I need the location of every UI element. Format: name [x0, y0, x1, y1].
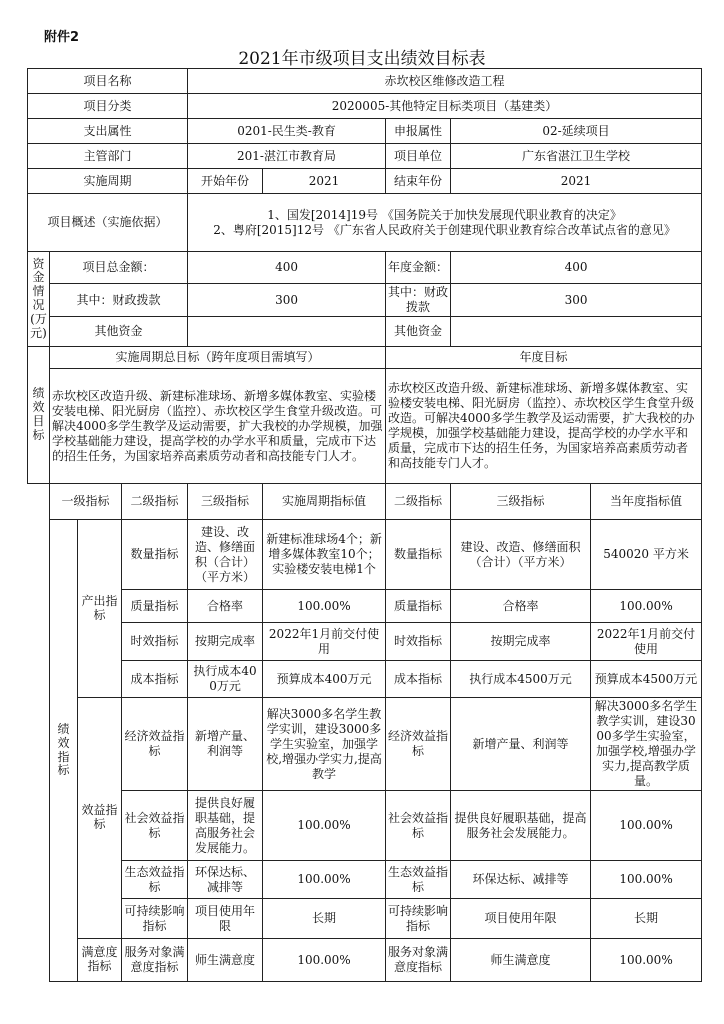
- unit-value: 广东省湛江卫生学校: [451, 144, 702, 169]
- row-period-value: 预算成本400万元: [263, 661, 386, 698]
- row-annual-value: 2022年1月前交付使用: [591, 623, 702, 661]
- category-label: 项目分类: [28, 94, 188, 119]
- funds-total-label: 项目总金额：: [50, 252, 188, 284]
- indicators-gap: [28, 484, 50, 982]
- annual-goal-header: 年度目标: [386, 347, 702, 369]
- row-level2b: 成本指标: [386, 661, 451, 698]
- funds-fiscal-label: 其中：财政拨款: [50, 284, 188, 317]
- row-period-value: 100.00%: [263, 861, 386, 899]
- row-level2: 生态效益指标: [122, 861, 188, 899]
- funds-annual-value: 400: [451, 252, 702, 284]
- row-level2: 经济效益指标: [122, 698, 188, 791]
- apply-attr-value: 02-延续项目: [451, 119, 702, 144]
- row-period-value: 长期: [263, 899, 386, 939]
- overview-label: 项目概述（实施依据）: [28, 194, 188, 252]
- attachment-label: 附件2: [44, 30, 80, 45]
- row-level2b: 数量指标: [386, 520, 451, 590]
- start-year-label: 开始年份: [188, 169, 263, 194]
- row-period-value: 解决3000多名学生教学实训，建设3000多学生实验室，加强学校,增强办学实力,提高教学: [263, 698, 386, 791]
- project-name-value: 赤坎校区维修改造工程: [188, 69, 702, 94]
- performance-target-table: [27, 68, 702, 982]
- end-year-label: 结束年份: [386, 169, 451, 194]
- row-annual-value: 100.00%: [591, 939, 702, 982]
- benefit-label: 效益指标: [78, 698, 122, 939]
- funds-other-value: [188, 317, 386, 347]
- row-level3b: 项目使用年限: [451, 899, 591, 939]
- goals-label: 绩效目标: [28, 347, 50, 484]
- apply-attr-label: 申报属性: [386, 119, 451, 144]
- row-level2: 可持续影响指标: [122, 899, 188, 939]
- category-value: 2020005-其他特定目标类项目（基建类）: [188, 94, 702, 119]
- header-annual-value: 当年度指标值: [591, 484, 702, 520]
- funds-total-value: 400: [188, 252, 386, 284]
- header-level2: 二级指标: [122, 484, 188, 520]
- row-period-value: 2022年1月前交付使用: [263, 623, 386, 661]
- row-level2b: 社会效益指标: [386, 791, 451, 861]
- indicators-label: 绩效指标: [50, 520, 78, 982]
- row-level3: 按期完成率: [188, 623, 263, 661]
- output-label: 产出指标: [78, 520, 122, 698]
- row-level2: 数量指标: [122, 520, 188, 590]
- row-level2: 质量指标: [122, 590, 188, 623]
- expense-attr-label: 支出属性: [28, 119, 188, 144]
- funds-annual-other-value: [451, 317, 702, 347]
- row-level3: 项目使用年限: [188, 899, 263, 939]
- row-level2b: 可持续影响指标: [386, 899, 451, 939]
- row-level2: 服务对象满意度指标: [122, 939, 188, 982]
- row-level3: 新增产量、利润等: [188, 698, 263, 791]
- row-period-value: 新建标准球场4个；新增多媒体教室10个；实验楼安装电梯1个: [263, 520, 386, 590]
- row-annual-value: 预算成本4500万元: [591, 661, 702, 698]
- unit-label: 项目单位: [386, 144, 451, 169]
- project-name-label: 项目名称: [28, 69, 188, 94]
- row-level2: 社会效益指标: [122, 791, 188, 861]
- row-annual-value: 100.00%: [591, 590, 702, 623]
- row-level2b: 生态效益指标: [386, 861, 451, 899]
- row-annual-value: 100.00%: [591, 861, 702, 899]
- row-level3: 提供良好履职基础，提高服务社会发展能力。: [188, 791, 263, 861]
- header-level3b: 三级指标: [451, 484, 591, 520]
- row-level3b: 按期完成率: [451, 623, 591, 661]
- row-level3b: 建设、改造、修缮面积（合计）（平方米）: [451, 520, 591, 590]
- row-level3: 师生满意度: [188, 939, 263, 982]
- row-level2b: 质量指标: [386, 590, 451, 623]
- row-annual-value: 100.00%: [591, 791, 702, 861]
- dept-value: 201-湛江市教育局: [188, 144, 386, 169]
- funds-annual-label: 年度金额：: [386, 252, 451, 284]
- row-annual-value: 长期: [591, 899, 702, 939]
- row-period-value: 100.00%: [263, 791, 386, 861]
- row-level3b: 执行成本4500万元: [451, 661, 591, 698]
- row-level3b: 师生满意度: [451, 939, 591, 982]
- header-level2b: 二级指标: [386, 484, 451, 520]
- row-annual-value: 解决3000多名学生教学实训，建设3000多学生实验室，加强学校,增强办学实力,提高教学质量。: [591, 698, 702, 791]
- dept-label: 主管部门: [28, 144, 188, 169]
- start-year-value: 2021: [263, 169, 386, 194]
- row-level3: 建设、改造、修缮面积（合计）（平方米）: [188, 520, 263, 590]
- row-level2b: 时效指标: [386, 623, 451, 661]
- row-level3: 执行成本400万元: [188, 661, 263, 698]
- row-annual-value: 540020 平方米: [591, 520, 702, 590]
- overview-line-1: 1、国发[2014]19号 《国务院关于加快发展现代职业教育的决定》: [267, 207, 622, 222]
- row-level3: 环保达标、减排等: [188, 861, 263, 899]
- row-level2: 成本指标: [122, 661, 188, 698]
- period-goal-text: 赤坎校区改造升级、新建标准球场、新增多媒体教室、实验楼安装电梯、阳光厨房（监控）、赤坎校区学生食堂升级改造。可解决4000多学生教学及运动需要，扩大我校的办学规模，加强学校基础能力建设，提高学校的办学水平和质量，完成市下达的招生任务，为国家培养高素质劳动者和高技能专门人才。: [50, 369, 386, 484]
- funds-annual-other-label: 其他资金: [386, 317, 451, 347]
- header-period-value: 实施周期指标值: [263, 484, 386, 520]
- row-level2b: 经济效益指标: [386, 698, 451, 791]
- row-level2b: 服务对象满意度指标: [386, 939, 451, 982]
- funds-annual-fiscal-label: 其中：财政拨款: [386, 284, 451, 317]
- funds-fiscal-value: 300: [188, 284, 386, 317]
- page-title: 2021年市级项目支出绩效目标表: [238, 49, 486, 69]
- row-period-value: 100.00%: [263, 939, 386, 982]
- period-label: 实施周期: [28, 169, 188, 194]
- header-level1: 一级指标: [50, 484, 122, 520]
- funds-other-label: 其他资金: [50, 317, 188, 347]
- overview-value: [188, 194, 702, 252]
- row-level3b: 环保达标、减排等: [451, 861, 591, 899]
- row-level3b: 提供良好履职基础，提高服务社会发展能力。: [451, 791, 591, 861]
- funds-label: 资金情况(万元): [28, 252, 50, 347]
- period-goal-header: 实施周期总目标（跨年度项目需填写）: [50, 347, 386, 369]
- row-period-value: 100.00%: [263, 590, 386, 623]
- overview-line-2: 2、粤府[2015]12号 《广东省人民政府关于创建现代职业教育综合改革试点省的意见》: [213, 222, 676, 237]
- row-level3b: 合格率: [451, 590, 591, 623]
- annual-goal-text: 赤坎校区改造升级、新建标准球场、新增多媒体教室、实验楼安装电梯、阳光厨房（监控）、赤坎校区学生食堂升级改造。可解决4000多学生教学及运动需要，扩大我校的办学规模，加强学校基础能力建设，提高学校的办学水平和质量，完成市下达的招生任务，为国家培养高素质劳动者和高技能专门人才。: [386, 369, 702, 484]
- header-level3: 三级指标: [188, 484, 263, 520]
- funds-annual-fiscal-value: 300: [451, 284, 702, 317]
- expense-attr-value: 0201-民生类-教育: [188, 119, 386, 144]
- satisfaction-label: 满意度指标: [78, 939, 122, 982]
- row-level3: 合格率: [188, 590, 263, 623]
- row-level3b: 新增产量、利润等: [451, 698, 591, 791]
- row-level2: 时效指标: [122, 623, 188, 661]
- end-year-value: 2021: [451, 169, 702, 194]
